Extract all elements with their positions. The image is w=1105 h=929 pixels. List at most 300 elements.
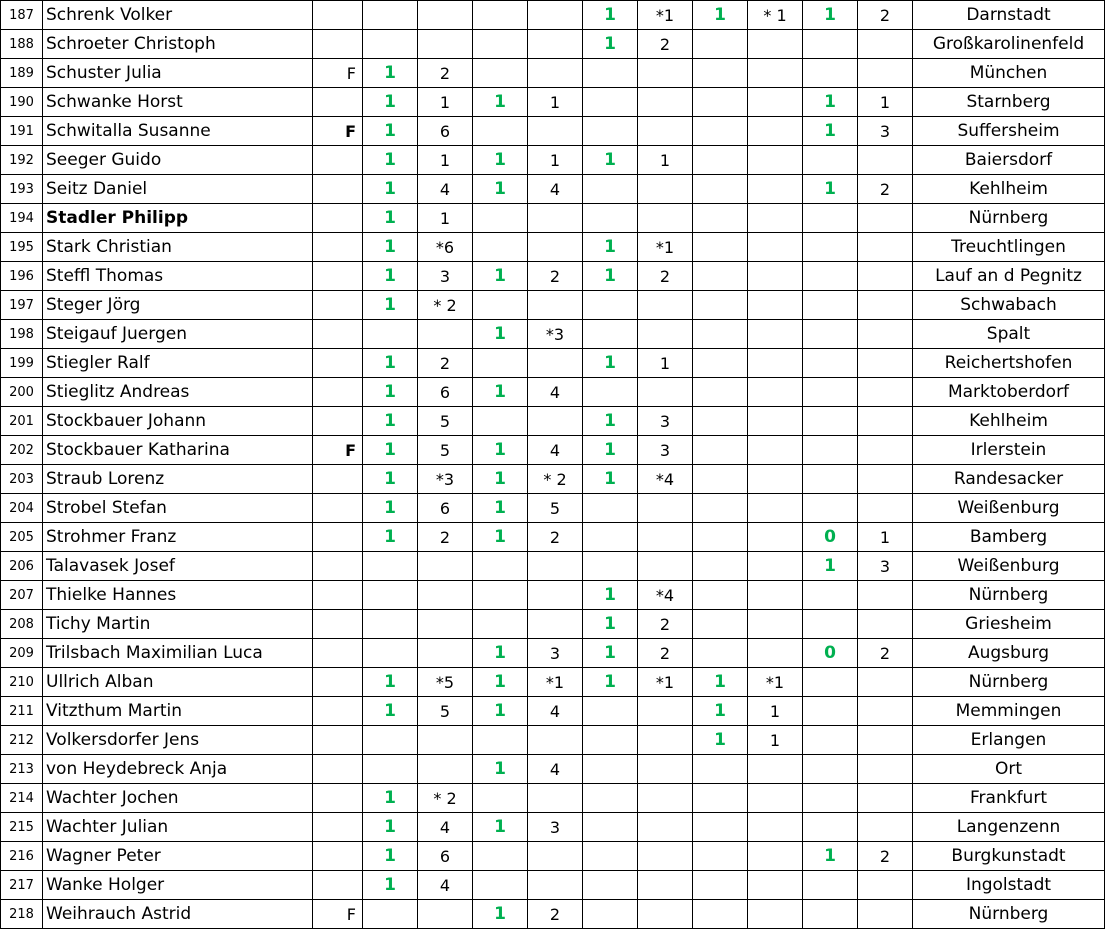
participation-flag [693, 233, 748, 262]
row-number: 197 [1, 291, 43, 320]
result-cell [748, 320, 803, 349]
participant-name: Strohmer Franz [43, 523, 313, 552]
participation-flag [803, 465, 858, 494]
row-number: 206 [1, 552, 43, 581]
result-cell: 3 [528, 639, 583, 668]
table-row [1, 1, 1105, 30]
result-cell [418, 30, 473, 59]
gender-cell [313, 320, 363, 349]
gender-cell: F [313, 117, 363, 146]
result-cell [748, 175, 803, 204]
city-cell: Ingolstadt [913, 871, 1105, 900]
result-cell: 3 [858, 117, 913, 146]
result-cell [748, 842, 803, 871]
result-cell [638, 552, 693, 581]
participation-flag: 1 [473, 494, 528, 523]
participation-flag [583, 204, 638, 233]
result-cell [418, 639, 473, 668]
result-cell [638, 842, 693, 871]
participation-flag [363, 755, 418, 784]
result-cell [748, 552, 803, 581]
city-cell: Nürnberg [913, 900, 1105, 929]
city-cell: Weißenburg [913, 552, 1105, 581]
result-cell [638, 88, 693, 117]
participation-flag: 1 [583, 262, 638, 291]
city-cell: Großkarolinenfeld [913, 30, 1105, 59]
result-cell [528, 1, 583, 30]
gender-cell [313, 871, 363, 900]
result-cell [748, 610, 803, 639]
result-cell: 1 [638, 349, 693, 378]
result-cell: 6 [418, 494, 473, 523]
result-cell [638, 784, 693, 813]
table-row [1, 871, 1105, 900]
result-cell: *1 [638, 1, 693, 30]
participation-flag: 1 [363, 465, 418, 494]
participation-flag [803, 900, 858, 929]
participation-flag [693, 349, 748, 378]
participation-flag: 1 [363, 59, 418, 88]
city-cell: Memmingen [913, 697, 1105, 726]
result-cell [748, 233, 803, 262]
gender-cell [313, 407, 363, 436]
gender-cell [313, 813, 363, 842]
result-cell: 5 [528, 494, 583, 523]
city-cell: Bamberg [913, 523, 1105, 552]
result-cell: 1 [858, 523, 913, 552]
result-cell [858, 146, 913, 175]
city-cell: Frankfurt [913, 784, 1105, 813]
city-cell: Spalt [913, 320, 1105, 349]
gender-cell [313, 726, 363, 755]
participation-flag [583, 784, 638, 813]
row-number: 205 [1, 523, 43, 552]
result-cell: 6 [418, 378, 473, 407]
result-cell [748, 204, 803, 233]
result-cell [748, 755, 803, 784]
result-cell: 1 [748, 697, 803, 726]
participation-flag [693, 204, 748, 233]
participation-flag: 1 [363, 262, 418, 291]
participation-flag: 1 [803, 88, 858, 117]
result-cell: 4 [528, 175, 583, 204]
participant-name: Schroeter Christoph [43, 30, 313, 59]
participation-flag [363, 610, 418, 639]
city-cell: Treuchtlingen [913, 233, 1105, 262]
participation-flag [583, 320, 638, 349]
participation-flag [803, 784, 858, 813]
row-number: 218 [1, 900, 43, 929]
participation-flag [803, 30, 858, 59]
participation-flag: 1 [363, 784, 418, 813]
table-row [1, 610, 1105, 639]
table-row [1, 900, 1105, 929]
participation-flag [803, 726, 858, 755]
row-number: 189 [1, 59, 43, 88]
participant-name: Volkersdorfer Jens [43, 726, 313, 755]
participation-flag: 1 [363, 494, 418, 523]
participation-flag [803, 697, 858, 726]
result-cell [638, 378, 693, 407]
participation-flag [803, 146, 858, 175]
participation-flag: 1 [583, 581, 638, 610]
participation-flag: 1 [693, 668, 748, 697]
result-cell [748, 523, 803, 552]
participation-flag [583, 900, 638, 929]
table-body [1, 1, 1105, 929]
participation-flag [693, 59, 748, 88]
result-cell [748, 494, 803, 523]
city-cell: Augsburg [913, 639, 1105, 668]
table-row [1, 755, 1105, 784]
participant-name: Schwanke Horst [43, 88, 313, 117]
participation-flag: 0 [803, 639, 858, 668]
table-row [1, 378, 1105, 407]
participation-flag: 1 [583, 349, 638, 378]
participation-flag: 1 [363, 88, 418, 117]
participation-flag: 1 [693, 1, 748, 30]
city-cell: Darnstadt [913, 1, 1105, 30]
participation-flag: 1 [583, 465, 638, 494]
gender-cell [313, 146, 363, 175]
city-cell: Marktoberdorf [913, 378, 1105, 407]
result-cell [858, 784, 913, 813]
table-row [1, 349, 1105, 378]
result-cell: 2 [858, 842, 913, 871]
participation-flag [803, 494, 858, 523]
participation-flag: 1 [583, 639, 638, 668]
participant-name: Strobel Stefan [43, 494, 313, 523]
city-cell: Kehlheim [913, 407, 1105, 436]
gender-cell [313, 581, 363, 610]
city-cell: Ort [913, 755, 1105, 784]
row-number: 208 [1, 610, 43, 639]
result-cell [748, 59, 803, 88]
participation-flag: 1 [363, 668, 418, 697]
result-cell [528, 30, 583, 59]
participant-name: Schuster Julia [43, 59, 313, 88]
participation-flag [363, 1, 418, 30]
result-cell [638, 59, 693, 88]
table-row [1, 204, 1105, 233]
result-cell: *1 [638, 233, 693, 262]
participation-flag: 1 [473, 900, 528, 929]
result-cell [418, 1, 473, 30]
city-cell: Starnberg [913, 88, 1105, 117]
participation-flag [693, 610, 748, 639]
participation-flag [693, 494, 748, 523]
participation-flag [583, 871, 638, 900]
participant-name: Stadler Philipp [43, 204, 313, 233]
participation-flag [583, 291, 638, 320]
result-cell: * 2 [528, 465, 583, 494]
city-cell: Randesacker [913, 465, 1105, 494]
result-cell: 5 [418, 436, 473, 465]
result-cell: *4 [638, 581, 693, 610]
table-row [1, 175, 1105, 204]
participation-flag [693, 88, 748, 117]
participation-flag [583, 117, 638, 146]
result-cell [748, 784, 803, 813]
result-cell [858, 30, 913, 59]
result-cell [418, 581, 473, 610]
participation-flag [473, 349, 528, 378]
participation-flag: 1 [363, 407, 418, 436]
result-cell: *3 [418, 465, 473, 494]
result-cell: 3 [858, 552, 913, 581]
result-cell: 1 [858, 88, 913, 117]
result-cell: 2 [638, 639, 693, 668]
participant-name: Wachter Jochen [43, 784, 313, 813]
row-number: 210 [1, 668, 43, 697]
row-number: 209 [1, 639, 43, 668]
participation-flag: 1 [693, 697, 748, 726]
gender-cell [313, 1, 363, 30]
result-cell: 2 [418, 523, 473, 552]
participation-flag [363, 639, 418, 668]
participation-flag [583, 813, 638, 842]
participation-flag: 1 [693, 726, 748, 755]
result-cell [748, 349, 803, 378]
result-cell: 4 [528, 697, 583, 726]
row-number: 216 [1, 842, 43, 871]
table-row [1, 320, 1105, 349]
result-cell [858, 465, 913, 494]
participation-flag: 1 [583, 233, 638, 262]
row-number: 207 [1, 581, 43, 610]
participation-flag: 1 [363, 233, 418, 262]
participation-flag: 1 [803, 1, 858, 30]
participation-flag [583, 88, 638, 117]
result-cell [638, 523, 693, 552]
result-cell [638, 117, 693, 146]
participation-flag [693, 117, 748, 146]
participant-name: Tichy Martin [43, 610, 313, 639]
participation-flag: 1 [583, 668, 638, 697]
result-cell [638, 755, 693, 784]
participation-flag [583, 378, 638, 407]
participant-name: Wachter Julian [43, 813, 313, 842]
participant-name: Seeger Guido [43, 146, 313, 175]
participant-name: Stiegler Ralf [43, 349, 313, 378]
city-cell: Nürnberg [913, 581, 1105, 610]
participation-flag [473, 842, 528, 871]
participation-flag [693, 30, 748, 59]
result-cell: 6 [418, 117, 473, 146]
participation-flag [363, 552, 418, 581]
result-cell [858, 378, 913, 407]
result-cell: 3 [638, 407, 693, 436]
participation-flag [693, 552, 748, 581]
participation-flag [803, 262, 858, 291]
result-cell: 4 [528, 755, 583, 784]
participation-flag [693, 320, 748, 349]
result-cell: 1 [638, 146, 693, 175]
participant-name: Seitz Daniel [43, 175, 313, 204]
result-cell [638, 726, 693, 755]
participation-flag: 1 [363, 291, 418, 320]
row-number: 204 [1, 494, 43, 523]
result-cell [748, 30, 803, 59]
participation-flag [803, 436, 858, 465]
participant-name: Stark Christian [43, 233, 313, 262]
result-cell [748, 813, 803, 842]
result-cell [528, 842, 583, 871]
participation-flag: 1 [803, 117, 858, 146]
table-row [1, 233, 1105, 262]
result-cell [528, 407, 583, 436]
result-cell: 5 [418, 697, 473, 726]
participation-flag [473, 871, 528, 900]
result-cell [638, 175, 693, 204]
result-cell [638, 204, 693, 233]
result-cell [858, 900, 913, 929]
participation-flag [693, 639, 748, 668]
result-cell [418, 755, 473, 784]
result-cell [528, 610, 583, 639]
result-cell [528, 552, 583, 581]
gender-cell [313, 668, 363, 697]
result-cell [858, 436, 913, 465]
result-cell [748, 88, 803, 117]
participation-flag [693, 813, 748, 842]
table-row [1, 842, 1105, 871]
city-cell: Lauf an d Pegnitz [913, 262, 1105, 291]
result-cell [638, 494, 693, 523]
result-cell [418, 726, 473, 755]
participation-flag: 1 [473, 813, 528, 842]
row-number: 187 [1, 1, 43, 30]
city-cell: Baiersdorf [913, 146, 1105, 175]
result-cell: 2 [528, 262, 583, 291]
participation-flag [473, 407, 528, 436]
result-cell [858, 755, 913, 784]
result-cell [858, 262, 913, 291]
city-cell: Suffersheim [913, 117, 1105, 146]
row-number: 193 [1, 175, 43, 204]
participant-name: von Heydebreck Anja [43, 755, 313, 784]
participation-flag [803, 755, 858, 784]
result-cell: * 2 [418, 291, 473, 320]
result-cell [528, 233, 583, 262]
participation-flag: 1 [363, 697, 418, 726]
result-cell: 2 [858, 1, 913, 30]
result-cell: * 1 [748, 1, 803, 30]
result-cell [858, 813, 913, 842]
result-cell [748, 378, 803, 407]
participation-flag [693, 291, 748, 320]
table-row [1, 262, 1105, 291]
result-cell [528, 204, 583, 233]
result-cell [858, 494, 913, 523]
table-row [1, 523, 1105, 552]
city-cell: Griesheim [913, 610, 1105, 639]
participation-flag: 1 [583, 610, 638, 639]
gender-cell [313, 639, 363, 668]
participation-flag [693, 407, 748, 436]
participant-name: Trilsbach Maximilian Luca [43, 639, 313, 668]
result-cell [858, 233, 913, 262]
participation-flag [473, 204, 528, 233]
result-cell: 1 [418, 204, 473, 233]
result-cell: 4 [418, 813, 473, 842]
participation-flag [803, 320, 858, 349]
result-cell [638, 813, 693, 842]
result-cell [858, 407, 913, 436]
table-row [1, 697, 1105, 726]
gender-cell [313, 291, 363, 320]
result-cell [858, 59, 913, 88]
row-number: 217 [1, 871, 43, 900]
result-cell [528, 59, 583, 88]
result-cell [528, 291, 583, 320]
participation-flag [473, 552, 528, 581]
participant-name: Ullrich Alban [43, 668, 313, 697]
table-row [1, 726, 1105, 755]
result-cell [418, 552, 473, 581]
table-row [1, 59, 1105, 88]
city-cell: Burgkunstadt [913, 842, 1105, 871]
result-cell: 1 [418, 146, 473, 175]
row-number: 200 [1, 378, 43, 407]
participation-flag [693, 784, 748, 813]
table-row [1, 146, 1105, 175]
row-number: 195 [1, 233, 43, 262]
result-cell [638, 871, 693, 900]
participant-name: Talavasek Josef [43, 552, 313, 581]
city-cell: Nürnberg [913, 668, 1105, 697]
result-cell [858, 204, 913, 233]
result-cell: 1 [528, 88, 583, 117]
participation-flag [473, 59, 528, 88]
participation-flag [803, 378, 858, 407]
result-cell: 3 [418, 262, 473, 291]
participation-flag [693, 581, 748, 610]
result-cell [858, 291, 913, 320]
row-number: 215 [1, 813, 43, 842]
result-cell [528, 581, 583, 610]
gender-cell [313, 610, 363, 639]
participation-flag: 0 [803, 523, 858, 552]
table-row [1, 291, 1105, 320]
participant-name: Schwitalla Susanne [43, 117, 313, 146]
table-row [1, 436, 1105, 465]
result-cell [858, 610, 913, 639]
row-number: 196 [1, 262, 43, 291]
result-cell [748, 581, 803, 610]
result-cell [858, 668, 913, 697]
city-cell: Schwabach [913, 291, 1105, 320]
participation-flag [693, 436, 748, 465]
participation-flag [693, 755, 748, 784]
participation-flag [693, 262, 748, 291]
participant-name: Stieglitz Andreas [43, 378, 313, 407]
result-cell: 5 [418, 407, 473, 436]
participation-flag [693, 523, 748, 552]
result-cell: 3 [528, 813, 583, 842]
participation-flag: 1 [473, 523, 528, 552]
participant-name: Thielke Hannes [43, 581, 313, 610]
participant-name: Steffl Thomas [43, 262, 313, 291]
participation-flag [583, 726, 638, 755]
participation-flag: 1 [473, 262, 528, 291]
row-number: 190 [1, 88, 43, 117]
result-cell: *4 [638, 465, 693, 494]
participation-flag [363, 900, 418, 929]
participation-flag: 1 [473, 320, 528, 349]
result-cell: 4 [418, 175, 473, 204]
participation-flag: 1 [363, 349, 418, 378]
